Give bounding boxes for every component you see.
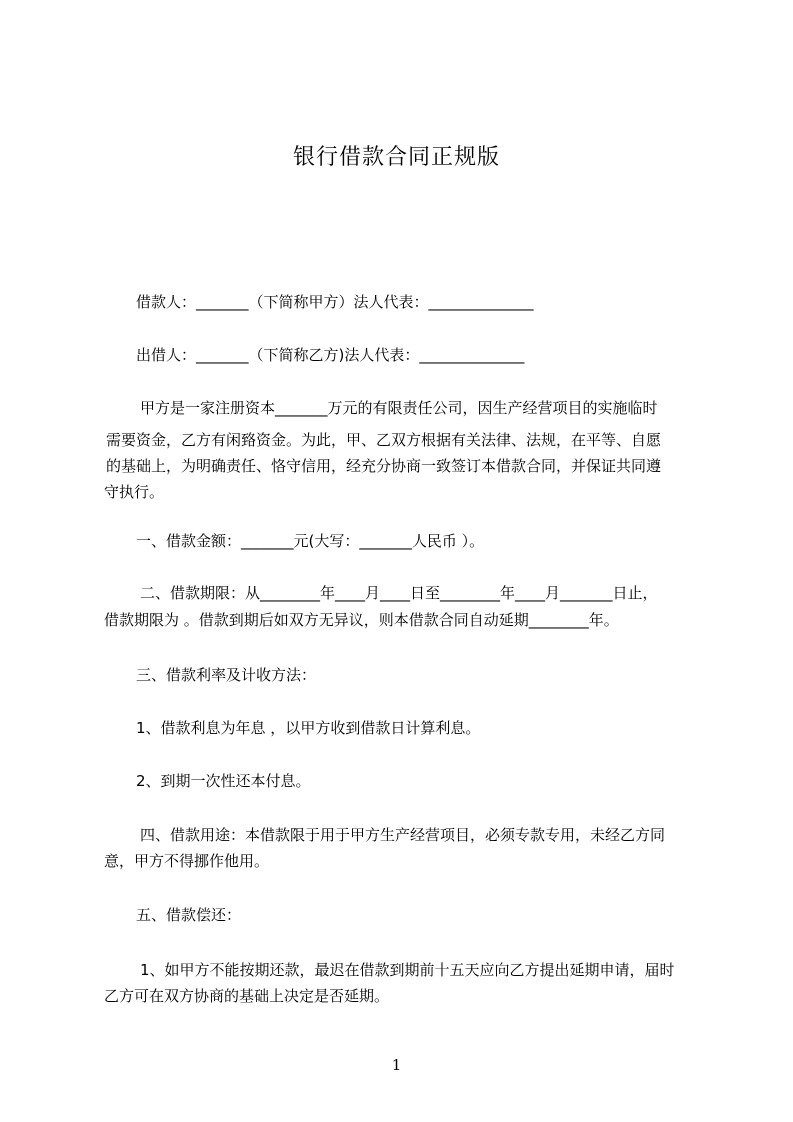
clause-3-heading: 三、借款利率及计收方法： bbox=[136, 666, 317, 684]
intro-line-1: 甲方是一家注册资本_______万元的有限责任公司，因生产经营项目的实施临时 bbox=[140, 399, 658, 417]
page-number: 1 bbox=[391, 1056, 402, 1074]
clause-3-item-1: 1、借款利息为年息 ，以甲方收到借款日计算利息。 bbox=[136, 719, 481, 737]
clause-1-amount: 一、借款金额：_______元(大写：_______人民币 ）。 bbox=[136, 532, 485, 550]
document-title: 银行借款合同正规版 bbox=[292, 145, 500, 170]
lender-line: 出借人：_______（下简称乙方)法人代表：______________ bbox=[136, 346, 525, 364]
clause-2-line-2: 借款期限为 。借款到期后如双方无异议，则本借款合同自动延期________年。 bbox=[104, 611, 619, 629]
clause-5-item-1-line-1: 1、如甲方不能按期还款，最迟在借款到期前十五天应向乙方提出延期申请，届时 bbox=[140, 961, 675, 979]
intro-line-3: 的基础上，为明确责任、恪守信用，经充分协商一致签订本借款合同，并保证共同遵 bbox=[106, 457, 662, 475]
clause-5-heading: 五、借款偿还： bbox=[136, 906, 242, 924]
borrower-line: 借款人：_______（下简称甲方）法人代表：______________ bbox=[136, 293, 534, 311]
clause-4-line-2: 意，甲方不得挪作他用。 bbox=[104, 852, 270, 870]
clause-3-item-2: 2、到期一次性还本付息。 bbox=[136, 772, 311, 790]
intro-line-2: 需要资金，乙方有闲臵资金。为此，甲、乙双方根据有关法律、法规，在平等、自愿 bbox=[106, 431, 662, 449]
clause-4-line-1: 四、借款用途：本借款限于用于甲方生产经营项目，必须专款专用，未经乙方同 bbox=[140, 826, 666, 844]
clause-5-item-1-line-2: 乙方可在双方协商的基础上决定是否延期。 bbox=[104, 987, 390, 1005]
clause-2-line-1: 二、借款期限：从________年____月____日至________年____月_______日止， bbox=[140, 584, 658, 602]
intro-line-4: 守执行。 bbox=[104, 483, 165, 501]
